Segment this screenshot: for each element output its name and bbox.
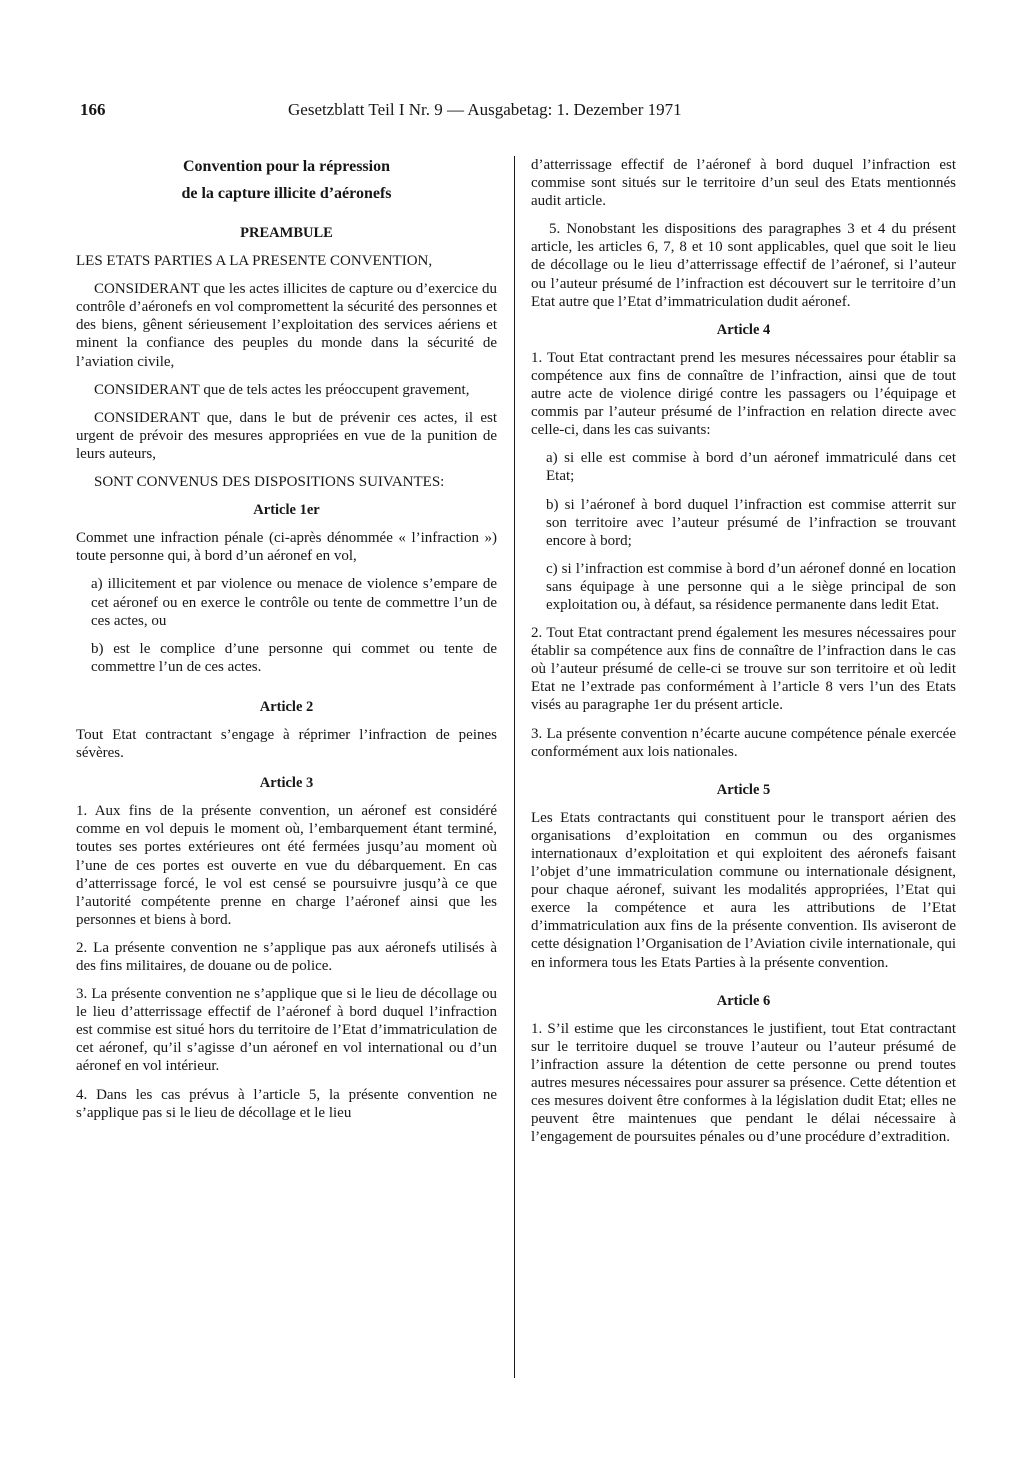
document-title-line1: Convention pour la répression xyxy=(183,158,390,175)
article-5-heading: Article 5 xyxy=(716,781,771,798)
considerant-paragraph-1: CONSIDERANT que les actes illicites de capture ou d’exercice du contrôle d’aéronefs en vol compromettent la sécurité des personnes et des biens, gênent sérieusement l’exploitation des services aériens et minent la confiance des peuples du monde dans la sécurité de l’aviation civile, xyxy=(76,281,497,370)
sont-convenus: SONT CONVENUS DES DISPOSITIONS SUIVANTES: xyxy=(94,474,445,491)
article-3-heading: Article 3 xyxy=(259,775,314,792)
article-1-item-b: b) est le complice d’une personne qui commet ou tente de commettre l’un de ces actes. xyxy=(91,640,497,675)
article-3-paragraph-4-continued: d’atterrissage effectif de l’aéronef à bord duquel l’infraction est commise sont situés sur le territoire d’un seul des Etats mentionnés audit article. xyxy=(531,157,956,210)
article-4-item-a: a) si elle est commise à bord d’un aéronef immatriculé dans cet Etat; xyxy=(546,450,956,485)
document-title-line2: de la capture illicite d’aéronefs xyxy=(181,185,392,202)
article-3-paragraph-5: 5. Nonobstant les dispositions des paragraphes 3 et 4 du présent article, les articles 6, 7, 8 et 10 sont applicables, quel que soit le lieu de décollage ou le lieu d’atterrissage effectif de l’aéronef, si l’auteur ou l’auteur présumé de l’infraction est découvert sur le territoire d’un Etat autre que l’Etat d’immatriculation dudit aéronef. xyxy=(531,221,956,310)
preamble-intro: LES ETATS PARTIES A LA PRESENTE CONVENTION, xyxy=(76,253,433,270)
article-1-heading: Article 1er xyxy=(253,502,320,519)
article-2-text: Tout Etat contractant s’engage à réprimer l’infraction de peines sévères. xyxy=(76,726,497,762)
article-4-paragraph-3: 3. La présente convention n’écarte aucune compétence pénale exercée conformément aux lois nationales. xyxy=(531,725,956,760)
considerant-paragraph-2: CONSIDERANT que de tels actes les préoccupent gravement, xyxy=(94,381,470,398)
article-3-paragraph-4: 4. Dans les cas prévus à l’article 5, la présente convention ne s’applique pas si le lieu de décollage et le lieu xyxy=(76,1086,497,1121)
article-5-text: Les Etats contractants qui constituent pour le transport aérien des organisations d’exploitation en commun ou des organismes internationaux d’exploitation et qui exploitent des aéronefs faisant l’objet d’une immatriculation commune ou internationale désignent, pour chaque aéronef, suivant les modalités appropriées, l’Etat qui exerce la compétence et aura les attributions de l’Etat d’immatriculation aux fins de la présente convention. Ils aviseront de cette désignation l’Organisation de l’Aviation civile internationale, qui en informera tous les Etats Parties à la présente convention. xyxy=(531,809,956,971)
preamble-heading: PREAMBULE xyxy=(240,225,333,241)
page-number: 166 xyxy=(80,100,106,119)
article-4-heading: Article 4 xyxy=(716,321,771,338)
article-4-paragraph-2: 2. Tout Etat contractant prend également les mesures nécessaires pour établir sa compétence aux fins de connaître de l’infraction dans le cas où l’auteur présumé de celle-ci se trouve sur son territoire et où ledit Etat ne l’extrade pas conformément à l’article 8 vers l’un des Etats visés au paragraphe 1er du présent article. xyxy=(531,625,956,714)
article-3-paragraph-2: 2. La présente convention ne s’applique pas aux aéronefs utilisés à des fins militaires, de douane ou de police. xyxy=(76,939,497,974)
article-2-heading: Article 2 xyxy=(259,698,314,715)
left-column xyxy=(76,150,497,1122)
article-1-text: Commet une infraction pénale (ci-après dénommée « l’infraction ») toute personne qui, à bord d’un aéronef en vol, xyxy=(76,530,497,565)
article-4-item-b: b) si l’aéronef à bord duquel l’infraction est commise atterrit sur son territoire avec l’auteur présumé de l’infraction se trouvant encore à bord; xyxy=(546,496,956,549)
article-4-item-c: c) si l’infraction est commise à bord d’un aéronef donné en location sans équipage à une personne qui a le siège principal de son exploitation ou, à défaut, sa résidence permanente dans ledit Etat. xyxy=(546,560,956,613)
article-4-paragraph-1: 1. Tout Etat contractant prend les mesures nécessaires pour établir sa compétence aux fins de connaître de l’infraction, ainsi que de tout autre acte de violence dirigé contre les passagers ou l’équipage et commis par l’auteur présumé de l’infraction en relation directe avec celle-ci, dans les cas suivants: xyxy=(531,349,956,439)
article-6-heading: Article 6 xyxy=(716,992,771,1009)
article-1-item-a: a) illicitement et par violence ou menace de violence s’empare de cet aéronef ou en exerce le contrôle ou tente de commettre l’un de ces actes, ou xyxy=(91,576,497,629)
column-divider xyxy=(514,156,515,1378)
article-6-paragraph-1: 1. S’il estime que les circonstances le justifient, tout Etat contractant sur le territoire duquel se trouve l’auteur ou l’auteur présumé de l’infraction assure la détention de cette personne ou prend toutes autres mesures nécessaires pour assurer sa présence. Cette détention et ces mesures doivent être conformes à la législation dudit Etat; elles ne peuvent être maintenues que pendant le délai nécessaire à l’engagement de poursuites pénales ou d’une procédure d’extradition. xyxy=(531,1020,956,1146)
considerant-paragraph-3: CONSIDERANT que, dans le but de prévenir ces actes, il est urgent de prévoir des mesures appropriées en vue de la punition de leurs auteurs, xyxy=(76,409,497,462)
article-3-paragraph-1: 1. Aux fins de la présente convention, un aéronef est considéré comme en vol depuis le moment où, l’embarquement étant terminé, toutes ses portes extérieures ont été fermées jusqu’au moment où l’une de ces portes est ouverte en vue du débarquement. En cas d’atterrissage forcé, le vol est censé se poursuivre jusqu’à ce que l’autorité compétente prenne en charge l’aéronef ainsi que les personnes et biens à bord. xyxy=(76,803,497,928)
article-3-paragraph-3: 3. La présente convention ne s’applique que si le lieu de décollage ou le lieu d’atterrissage effectif de l’aéronef à bord duquel l’infraction est commise est situé hors du territoire de l’Etat d’immatriculation de cet aéronef, qu’il s’agisse d’un aéronef en vol international ou d’un aéronef en vol intérieur. xyxy=(76,986,497,1075)
page-header xyxy=(80,100,956,128)
running-title: Gesetzblatt Teil I Nr. 9 — Ausgabetag: 1. Dezember 1971 xyxy=(288,100,682,119)
right-column xyxy=(531,150,956,1146)
